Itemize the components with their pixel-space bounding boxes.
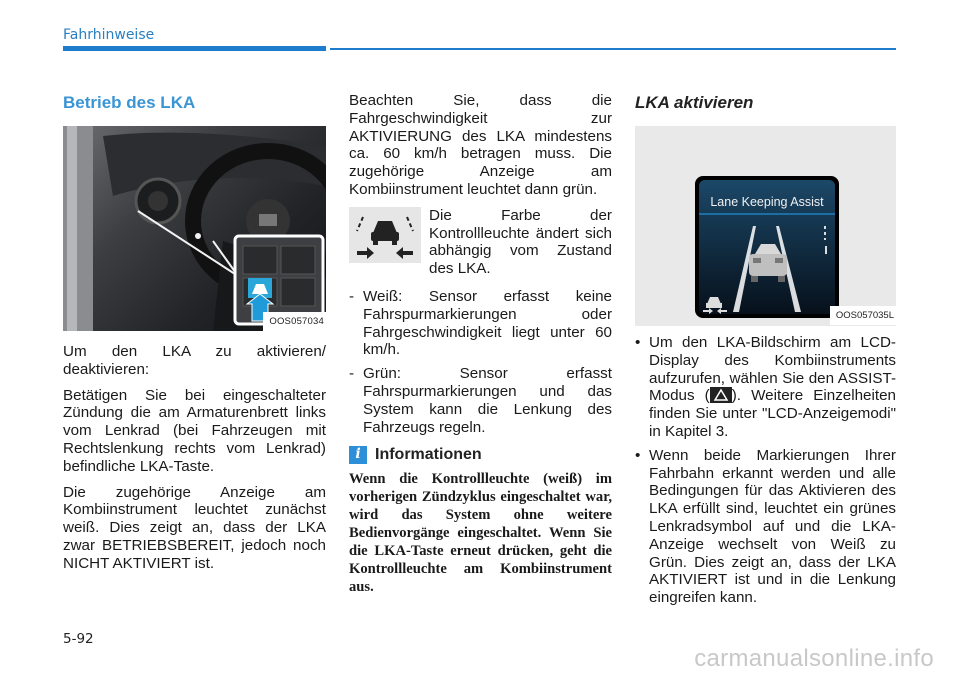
- list-item: [635, 447, 896, 607]
- paragraph: Beachten Sie, dass die Fahrgeschwindigkeit zur AKTIVIERUNG des LKA mindestens ca. 60 km/h betragen muss. Die zugehörige Anzeige am Kombiinstrument leuchtet dann grün.: [349, 92, 612, 198]
- section-header: Fahrhinweise: [63, 27, 155, 43]
- paragraph: Um den LKA zu aktivieren/ deaktivieren:: [63, 343, 326, 378]
- bullet-marker: •: [635, 446, 641, 464]
- column-2: [349, 92, 612, 596]
- image-code: OOS057035L: [830, 306, 896, 325]
- bullet-marker: •: [635, 334, 641, 351]
- header-rule-thick: [63, 46, 326, 51]
- list-item-text: Wenn beide Markierungen Ihrer Fahrbahn erkannt werden und alle Bedingungen für das Aktivieren des LKA erfüllt sind, leuchtet ein grünes Lenkradsymbol auf und die LKA-Anzeige wechselt von Weiß zu Grün. Dies zeigt an, dass der LKA AKTIVIERT ist und in die Lenkung eingreifen kann.: [649, 446, 896, 607]
- info-body: Wenn die Kontrollleuchte (weiß) im vorherigen Zündzyklus eingeschaltet war, wird das System ohne weitere Bedienvorgänge eingeschaltet. Wenn Sie die LKA-Taste erneut drücken, geht die Kontrollleuchte am Kombiinstrument aus.: [349, 471, 612, 596]
- text-before-icon: Um den LKA-Bildschirm am LCD-Display des Kombiinstruments aufzurufen, wählen Sie den ASSIST-Modus (: [649, 334, 896, 405]
- lka-indicator-row: [349, 207, 612, 278]
- indicator-description: Die Farbe der Kontrollleuchte ändert sich abhängig vom Zustand des LKA.: [429, 206, 612, 278]
- screen-title: Lane Keeping Assist: [710, 195, 824, 209]
- lka-indicator-icon: [349, 207, 421, 263]
- dash-marker: -: [349, 365, 355, 383]
- dashboard-illustration: [63, 126, 326, 331]
- page-number: 5-92: [63, 631, 94, 647]
- column-3: [635, 92, 896, 613]
- cluster-screen-figure: [635, 126, 896, 326]
- text-after-icon: ). Weitere Einzelheiten finden Sie unter "LCD-Anzeigemodi" in Kapitel 3.: [649, 387, 896, 440]
- header-rule-thin: [330, 48, 896, 50]
- info-header: [349, 446, 612, 464]
- paragraph: Die zugehörige Anzeige am Kombiinstrument leuchtet zunächst weiß. Dies zeigt an, dass der LKA zwar BETRIEBSBEREIT, jedoch noch NICHT AKTIVIERT ist.: [63, 483, 326, 572]
- info-icon: i: [349, 446, 367, 464]
- dashboard-photo: [63, 126, 326, 331]
- watermark: carmanualsonline.info: [694, 645, 934, 672]
- cluster-screen-illustration: [635, 126, 896, 326]
- list-item-text: [649, 334, 896, 441]
- image-code: OOS057034: [263, 312, 326, 331]
- list-item: [349, 288, 612, 359]
- heading-lka-operation: Betrieb des LKA: [63, 93, 196, 112]
- info-title: Informationen: [375, 446, 482, 464]
- list-item-text: Grün: Sensor erfasst Fahrspurmarkierungen und das System kann die Lenkung des Fahrzeugs regeln.: [363, 365, 612, 436]
- list-item: [349, 365, 612, 436]
- assist-mode-icon: [710, 387, 732, 403]
- lka-indicator-box: [349, 207, 421, 263]
- column-1: [63, 92, 326, 581]
- list-item: [635, 334, 896, 441]
- dash-marker: -: [349, 287, 355, 305]
- list-item-text: Weiß: Sensor erfasst keine Fahrspurmarkierungen oder Fahrgeschwindigkeit liegt unter 60 km/h.: [363, 287, 612, 359]
- heading-activate-lka: LKA aktivieren: [635, 93, 754, 112]
- paragraph: Betätigen Sie bei eingeschalteter Zündung die am Armaturenbrett links vom Lenkrad (bei Fahrzeugen mit Rechtslenkung rechts vom Lenkrad) befindliche LKA-Taste.: [63, 386, 326, 475]
